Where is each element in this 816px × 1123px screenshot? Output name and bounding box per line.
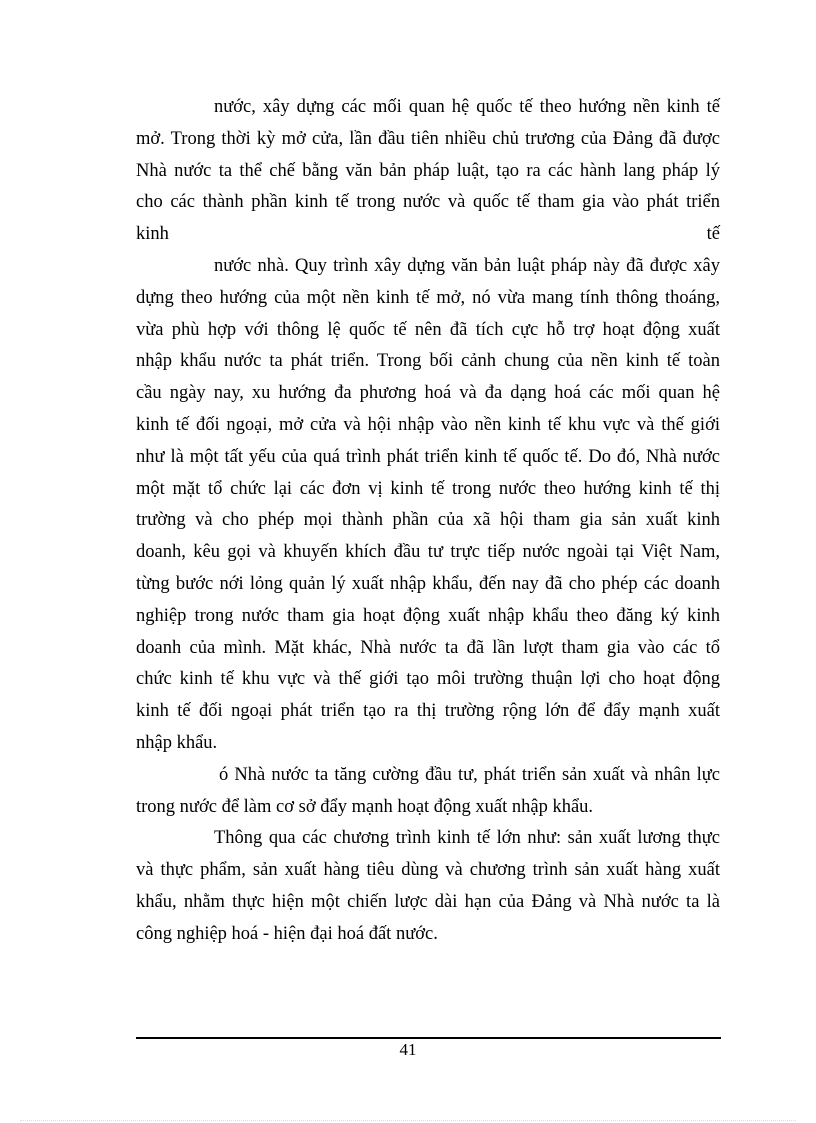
text-line: nhập khẩu. — [136, 732, 218, 753]
text-line: như là một tất yếu của quá trình phát triển kinh tế quốc tế. Do đó, Nhà nước — [136, 446, 720, 467]
text-line: và thực phẩm, sản xuất hàng tiêu dùng và chương trình sản xuất hàng xuất — [136, 860, 720, 881]
text-line: khẩu, nhằm thực hiện một chiến lược dài hạn của Đảng và Nhà nước ta là — [136, 891, 720, 912]
text-line: mở. Trong thời kỳ mở cửa, lần đầu tiên nhiều chủ trương của Đảng đã được — [136, 128, 720, 149]
paragraph — [136, 760, 720, 824]
paragraph — [136, 251, 720, 760]
paragraph — [136, 92, 720, 251]
text-line: vừa phù hợp với thông lệ quốc tế nên đã tích cực hỗ trợ hoạt động xuất — [136, 319, 720, 340]
text-line: nhập khẩu nước ta phát triển. Trong bối cảnh chung của nền kinh tế toàn — [136, 351, 720, 372]
text-line: Nhà nước ta thể chế bằng văn bản pháp luật, tạo ra các hành lang pháp lý — [136, 160, 720, 181]
text-line: nước, xây dựng các mối quan hệ quốc tế theo hướng nền kinh tế — [214, 97, 720, 117]
text-line: trong nước để làm cơ sở đẩy mạnh hoạt động xuất nhập khẩu. — [136, 796, 594, 817]
text-line: dựng theo hướng của một nền kinh tế mở, nó vừa mang tính thông thoáng, — [136, 287, 720, 308]
paragraph — [136, 823, 720, 950]
text-line: chức kinh tế khu vực và thế giới tạo môi trường thuận lợi cho hoạt động — [136, 669, 720, 690]
text-line: kinh tế đối ngoại, mở cửa và hội nhập vào nền kinh tế khu vực và thế giới — [136, 414, 720, 435]
text-line: nước nhà. Quy trình xây dựng văn bản luật pháp này đã được xây — [214, 255, 720, 276]
text-line: Thông qua các chương trình kinh tế lớn như: sản xuất lương thực — [214, 828, 720, 849]
body-text — [136, 92, 720, 951]
text-line: kinh tế đối ngoại phát triển tạo ra thị trường rộng lớn để đẩy mạnh xuất — [136, 701, 720, 722]
footer-rule — [136, 1037, 721, 1039]
text-line: cầu ngày nay, xu hướng đa phương hoá và đa dạng hoá các mối quan hệ — [136, 383, 720, 404]
bottom-border — [20, 1120, 796, 1121]
text-line: một mặt tổ chức lại các đơn vị kinh tế trong nước theo hướng kinh tế thị — [136, 478, 720, 499]
text-line: doanh, kêu gọi và khuyến khích đầu tư trực tiếp nước ngoài tại Việt Nam, — [136, 542, 720, 563]
text-line: công nghiệp hoá - hiện đại hoá đất nước. — [136, 923, 438, 944]
text-line: trường và cho phép mọi thành phần của xã hội tham gia sản xuất kinh — [136, 510, 720, 531]
text-line: cho các thành phần kinh tế trong nước và quốc tế tham gia vào phát triển — [136, 192, 720, 213]
text-line: kinh tế — [136, 224, 720, 245]
page-number: 41 — [399, 1040, 417, 1059]
text-line: từng bước nới lỏng quản lý xuất nhập khẩu, đến nay đã cho phép các doanh — [136, 573, 720, 594]
text-line: nghiệp trong nước tham gia hoạt động xuất nhập khẩu theo đăng ký kinh — [136, 605, 720, 626]
text-line: doanh của mình. Mặt khác, Nhà nước ta đã lần lượt tham gia vào các tổ — [136, 637, 720, 658]
text-line: ó Nhà nước ta tăng cường đầu tư, phát triển sản xuất và nhân lực — [219, 764, 720, 785]
